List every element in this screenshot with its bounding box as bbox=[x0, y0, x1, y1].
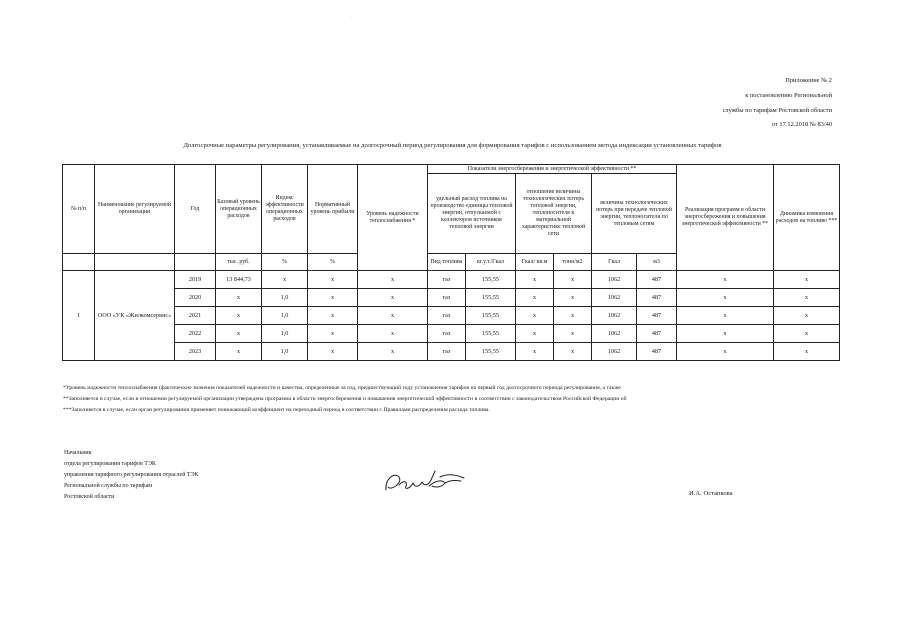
unit-index: % bbox=[262, 254, 308, 271]
unit-fuel-type: Вид топлива bbox=[428, 254, 466, 271]
footnote-program: **Заполняется в случае, если в отношении регулируемой организации утверждена программа в области энергосбережения и повышения энергетической эффективности в соответствии с законодательством Российской Федерации об bbox=[63, 396, 627, 402]
footnote-reliability: *Уровень надежности теплоснабжения (фактические значения показателей надежности и качества, определенные за год, предшествующий году установления тарифов на первый год долгосрочного периода регулирования, а также bbox=[63, 385, 621, 391]
cell-program: х bbox=[677, 343, 774, 361]
cell-rate: 155,55 bbox=[466, 343, 516, 361]
header-energy-group: Показатели энергосбережения и энергетической эффективности ** bbox=[428, 165, 677, 174]
table-row bbox=[63, 271, 840, 289]
header-year: Год bbox=[175, 165, 216, 254]
scan-speck: · bbox=[350, 16, 352, 21]
header-organization: Наименование регулируемой организации bbox=[95, 165, 175, 254]
cell-rate: 155,55 bbox=[466, 271, 516, 289]
header-service: службы по тарифам Ростовской области bbox=[722, 107, 832, 114]
cell-losses-2: 487 bbox=[637, 271, 677, 289]
cell-program: х bbox=[677, 307, 774, 325]
header-fuel-rate: удельный расход топлива на производство единицы тепловой энергии, отпускаемой с коллекторов источников тепловой энергии bbox=[428, 174, 516, 254]
header-reliability: Уровень надежности теплоснабжения * bbox=[358, 165, 428, 271]
cell-ratio-2: х bbox=[554, 307, 592, 325]
cell-losses-2: 487 bbox=[637, 289, 677, 307]
cell-losses-1: 1062 bbox=[592, 343, 637, 361]
cell-fuel: газ bbox=[428, 307, 466, 325]
cell-index: 1,0 bbox=[262, 325, 308, 343]
cell-ratio-1: х bbox=[516, 343, 554, 361]
header-fuel-dynamics: Динамика изменения расходов на топливо *** bbox=[774, 165, 840, 271]
cell-losses-2: 487 bbox=[637, 307, 677, 325]
table-row bbox=[63, 325, 840, 343]
unit-base: тыс. руб. bbox=[216, 254, 262, 271]
cell-fuel: газ bbox=[428, 343, 466, 361]
cell-dynamics: х bbox=[774, 343, 840, 361]
header-appendix: Приложение № 2 bbox=[785, 77, 832, 84]
cell-reliability: х bbox=[358, 271, 428, 289]
cell-index: х bbox=[262, 271, 308, 289]
cell-index: 1,0 bbox=[262, 307, 308, 325]
table-row bbox=[63, 343, 840, 361]
cell-losses-1: 1062 bbox=[592, 307, 637, 325]
header-program: Реализация программ в области энергосбережения и повышения энергетической эффективности ** bbox=[677, 165, 774, 271]
cell-ratio-1: х bbox=[516, 325, 554, 343]
header-num: № п/п bbox=[63, 165, 95, 254]
cell-base: х bbox=[216, 289, 262, 307]
cell-losses-1: 1062 bbox=[592, 325, 637, 343]
parameters-table bbox=[62, 164, 840, 361]
cell-profit: х bbox=[308, 289, 358, 307]
cell-profit: х bbox=[308, 343, 358, 361]
signatory-region: Ростовской области bbox=[64, 494, 115, 500]
header-date: от 17.12.2018 № 83/40 bbox=[771, 121, 832, 128]
cell-program: х bbox=[677, 271, 774, 289]
cell-reliability: х bbox=[358, 307, 428, 325]
signatory-service: Региональной службы по тарифам bbox=[64, 483, 153, 489]
unit-num-empty bbox=[63, 254, 95, 271]
cell-ratio-2: х bbox=[554, 325, 592, 343]
unit-losses-m3: м3 bbox=[637, 254, 677, 271]
cell-year: 2021 bbox=[175, 307, 216, 325]
org-number: 1 bbox=[63, 271, 95, 361]
footnote-fuel: ***Заполняется в случае, если орган регулирования применяет понижающий коэффициент на переходный период в соответствии с Правилами распределения расхода топлива. bbox=[63, 407, 490, 413]
cell-fuel: газ bbox=[428, 271, 466, 289]
cell-year: 2020 bbox=[175, 289, 216, 307]
cell-base: х bbox=[216, 307, 262, 325]
cell-dynamics: х bbox=[774, 307, 840, 325]
header-efficiency-index: Индекс эффективности операционных расходов bbox=[262, 165, 308, 254]
cell-profit: х bbox=[308, 307, 358, 325]
header-decree: к постановлению Региональной bbox=[745, 92, 832, 99]
unit-fuel-rate: кг.у.т./Гкал bbox=[466, 254, 516, 271]
cell-dynamics: х bbox=[774, 325, 840, 343]
cell-reliability: х bbox=[358, 325, 428, 343]
signatory-department: отдела регулирования тарифов ТЭК bbox=[64, 461, 156, 467]
cell-program: х bbox=[677, 289, 774, 307]
cell-base: х bbox=[216, 325, 262, 343]
cell-base: х bbox=[216, 343, 262, 361]
cell-rate: 155,55 bbox=[466, 307, 516, 325]
cell-rate: 155,55 bbox=[466, 289, 516, 307]
cell-losses-2: 487 bbox=[637, 325, 677, 343]
unit-ratio-gcal: Гкал/ кв.м bbox=[516, 254, 554, 271]
cell-program: х bbox=[677, 325, 774, 343]
cell-base: 13 844,73 bbox=[216, 271, 262, 289]
cell-ratio-2: х bbox=[554, 271, 592, 289]
header-profit: Нормативный уровень прибыли bbox=[308, 165, 358, 254]
unit-losses-gcal: Гкал bbox=[592, 254, 637, 271]
cell-year: 2023 bbox=[175, 343, 216, 361]
cell-fuel: газ bbox=[428, 325, 466, 343]
signatory-name: И.А. Остапкова bbox=[689, 490, 733, 497]
signatory-division: управления тарифного регулирования отраслей ТЭК bbox=[64, 472, 199, 478]
header-loss-ratio: отношение величины технологических потерь тепловой энергии, теплоносителя к материальной характеристике тепловой сети bbox=[516, 174, 592, 254]
document-title: Долгосрочные параметры регулирования, устанавливаемые на долгосрочный период регулирования для формирования тарифов с использованием метода индексации установленных тарифов bbox=[183, 142, 722, 149]
cell-year: 2019 bbox=[175, 271, 216, 289]
signatory-title: Начальник bbox=[64, 450, 92, 456]
unit-profit: % bbox=[308, 254, 358, 271]
cell-index: 1,0 bbox=[262, 289, 308, 307]
cell-losses-2: 487 bbox=[637, 343, 677, 361]
table-row bbox=[63, 289, 840, 307]
cell-losses-1: 1062 bbox=[592, 271, 637, 289]
cell-ratio-1: х bbox=[516, 289, 554, 307]
cell-year: 2022 bbox=[175, 325, 216, 343]
cell-ratio-1: х bbox=[516, 271, 554, 289]
cell-reliability: х bbox=[358, 343, 428, 361]
cell-ratio-1: х bbox=[516, 307, 554, 325]
unit-org-empty bbox=[95, 254, 175, 271]
cell-dynamics: х bbox=[774, 271, 840, 289]
cell-profit: х bbox=[308, 271, 358, 289]
org-name: ООО «УК «Жилкомсервис» bbox=[95, 271, 175, 361]
unit-year-empty bbox=[175, 254, 216, 271]
cell-reliability: х bbox=[358, 289, 428, 307]
unit-ratio-tonn: тонн/м2 bbox=[554, 254, 592, 271]
cell-ratio-2: х bbox=[554, 343, 592, 361]
cell-ratio-2: х bbox=[554, 289, 592, 307]
header-base-costs: Базовый уровень операционных расходов bbox=[216, 165, 262, 254]
header-losses: величина технологических потерь при передаче тепловой энергии, теплоносителя по тепловым сетям bbox=[592, 174, 677, 254]
table-row bbox=[63, 307, 840, 325]
cell-index: 1,0 bbox=[262, 343, 308, 361]
cell-losses-1: 1062 bbox=[592, 289, 637, 307]
handwritten-signature bbox=[382, 468, 468, 498]
cell-dynamics: х bbox=[774, 289, 840, 307]
cell-profit: х bbox=[308, 325, 358, 343]
cell-fuel: газ bbox=[428, 289, 466, 307]
cell-rate: 155,55 bbox=[466, 325, 516, 343]
